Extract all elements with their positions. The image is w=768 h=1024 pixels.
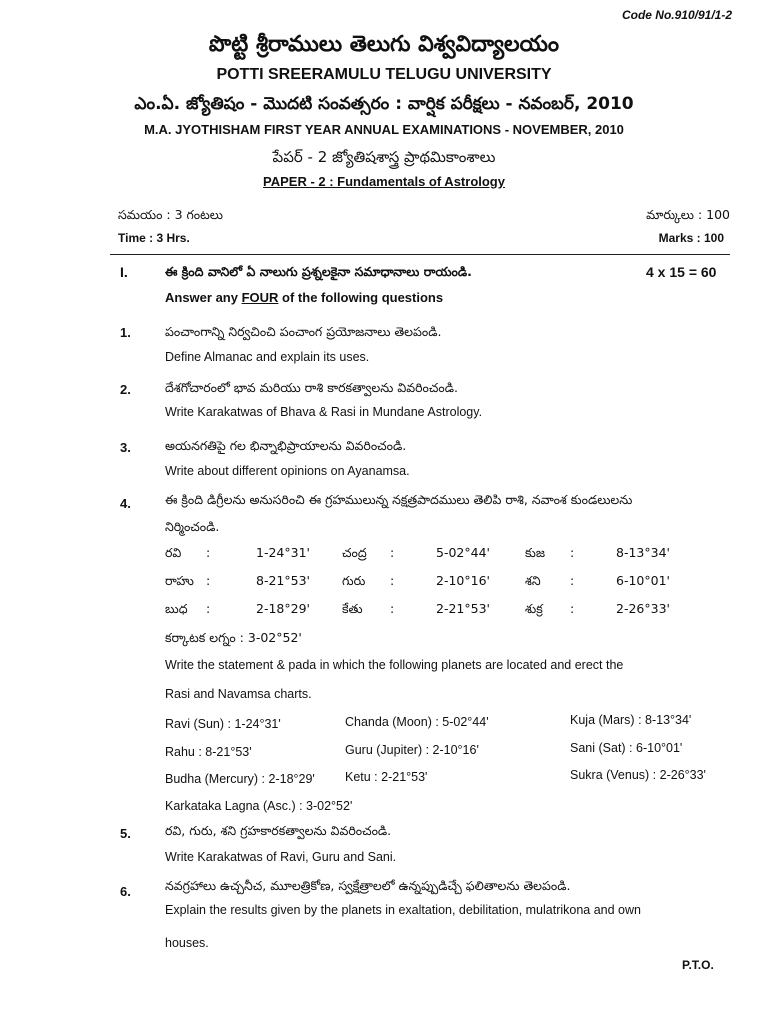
planet-colon: : (206, 573, 211, 588)
planet-degree: 5-02°44' (436, 545, 490, 560)
time-english: Time : 3 Hrs. (118, 231, 190, 245)
question-number: 5. (120, 826, 131, 841)
question-number: 4. (120, 496, 131, 511)
planet-name: రవి (165, 545, 182, 560)
question-telugu: నవగ్రహాలు ఉచ్చనీచ, మూలత్రికోణ, స్వక్షేత్రాలలో ఉన్నప్పుడిచ్చే ఫలితాలను తెలపండి. (165, 878, 571, 893)
planet-degree-english: Sukra (Venus) : 2-26°33' (570, 768, 706, 782)
planet-degree: 2-21°53' (436, 601, 490, 616)
planet-name: చంద్ర (342, 545, 367, 560)
paper-title-english: PAPER - 2 : Fundamentals of Astrology (263, 174, 505, 189)
time-telugu: సమయం : 3 గంటలు (118, 207, 223, 222)
planet-colon: : (390, 545, 395, 560)
planet-name: బుధ (165, 601, 188, 616)
marks-english: Marks : 100 (658, 231, 724, 245)
question-english: Write Karakatwas of Bhava & Rasi in Mundane Astrology. (165, 405, 483, 419)
header-divider (110, 254, 730, 255)
planet-degree-english: Rahu : 8-21°53' (165, 745, 252, 759)
university-title-english: POTTI SREERAMULU TELUGU UNIVERSITY (216, 66, 552, 83)
section-marks: 4 x 15 = 60 (646, 264, 717, 280)
exam-title-english: M.A. JYOTHISHAM FIRST YEAR ANNUAL EXAMINATIONS - NOVEMBER, 2010 (144, 122, 624, 137)
planet-colon: : (570, 545, 575, 560)
question-telugu: అయనగతిపై గల భిన్నాభిప్రాయాలను వివరించండి. (165, 438, 407, 453)
question-number: 3. (120, 440, 131, 455)
question-number: 6. (120, 884, 131, 899)
question-telugu-line-1: ఈ క్రింది డిగ్రీలను అనుసరించి ఈ గ్రహములున్న నక్షత్రపాదములు తెలిపి రాశి, నవాంశ కుండలులను (165, 492, 633, 507)
planet-colon: : (570, 601, 575, 616)
code-number: Code No.910/91/1-2 (621, 8, 732, 22)
university-title-telugu: పొట్టి శ్రీరాములు తెలుగు విశ్వవిద్యాలయం (208, 32, 560, 57)
section-instruction-telugu: ఈ క్రింది వానిలో ఏ నాలుగు ప్రశ్నలకైనా సమాధానాలు రాయండి. (165, 264, 472, 279)
lagna-english: Karkataka Lagna (Asc.) : 3-02°52' (165, 799, 353, 813)
lagna-telugu: కర్కాటక లగ్నం : 3-02°52' (165, 630, 302, 645)
question-number: 1. (120, 325, 131, 340)
question-telugu: దేశగోచారంలో భావ మరియు రాశి కారకత్వాలను వివరించండి. (165, 380, 458, 395)
planet-colon: : (206, 545, 211, 560)
planet-name: శని (525, 573, 541, 588)
planet-degree: 6-10°01' (616, 573, 670, 588)
planet-degree-english: Sani (Sat) : 6-10°01' (570, 741, 683, 755)
planet-degree: 8-21°53' (256, 573, 310, 588)
question-english: Define Almanac and explain its uses. (165, 350, 370, 364)
planet-degree-english: Guru (Jupiter) : 2-10°16' (345, 743, 479, 757)
planet-degree: 2-26°33' (616, 601, 670, 616)
section-instruction-english: Answer any FOUR of the following questions (165, 290, 444, 305)
question-telugu: పంచాంగాన్ని నిర్వచించి పంచాంగ ప్రయోజనాలు తెలపండి. (165, 324, 442, 339)
pto-label: P.T.O. (682, 958, 714, 972)
planet-name: కేతు (342, 601, 363, 616)
question-english-line-2: Rasi and Navamsa charts. (165, 687, 312, 701)
planet-name: కుజ (525, 545, 545, 560)
planet-degree: 2-10°16' (436, 573, 490, 588)
planet-degree-english: Ravi (Sun) : 1-24°31' (165, 717, 281, 731)
planet-colon: : (570, 573, 575, 588)
planet-degree: 8-13°34' (616, 545, 670, 560)
planet-degree-english: Ketu : 2-21°53' (345, 770, 428, 784)
question-number: 2. (120, 382, 131, 397)
question-english: Write about different opinions on Ayanamsa. (165, 464, 410, 478)
planet-degree-english: Budha (Mercury) : 2-18°29' (165, 772, 315, 786)
paper-title-telugu: పేపర్ - 2 జ్యోతిషశాస్త్ర ప్రాథమికాంశాలు (272, 148, 496, 166)
exam-title-telugu: ఎం.ఏ. జ్యోతిషం - మొదటి సంవత్సరం : వార్షిక పరీక్షలు - నవంబర్, 2010 (134, 94, 634, 114)
planet-colon: : (390, 573, 395, 588)
question-telugu: రవి, గురు, శని గ్రహకారకత్వాలను వివరించండి. (165, 823, 392, 838)
planet-name: గురు (342, 573, 366, 588)
planet-name: రాహు (165, 573, 194, 588)
planet-degree-english: Chanda (Moon) : 5-02°44' (345, 715, 489, 729)
question-telugu-line-2: నిర్మించండి. (165, 519, 220, 534)
planet-degree: 1-24°31' (256, 545, 310, 560)
planet-degree-english: Kuja (Mars) : 8-13°34' (570, 713, 692, 727)
planet-colon: : (390, 601, 395, 616)
question-english-line-1: Explain the results given by the planets in exaltation, debilitation, mulatrikona and own (165, 903, 641, 917)
marks-telugu: మార్కులు : 100 (646, 207, 730, 222)
planet-degree: 2-18°29' (256, 601, 310, 616)
question-english: Write Karakatwas of Ravi, Guru and Sani. (165, 850, 397, 864)
planet-colon: : (206, 601, 211, 616)
section-number: I. (120, 264, 128, 280)
question-english-line-2: houses. (165, 936, 209, 950)
planet-name: శుక్ర (525, 601, 543, 616)
question-english-line-1: Write the statement & pada in which the following planets are located and erect the (165, 658, 624, 672)
